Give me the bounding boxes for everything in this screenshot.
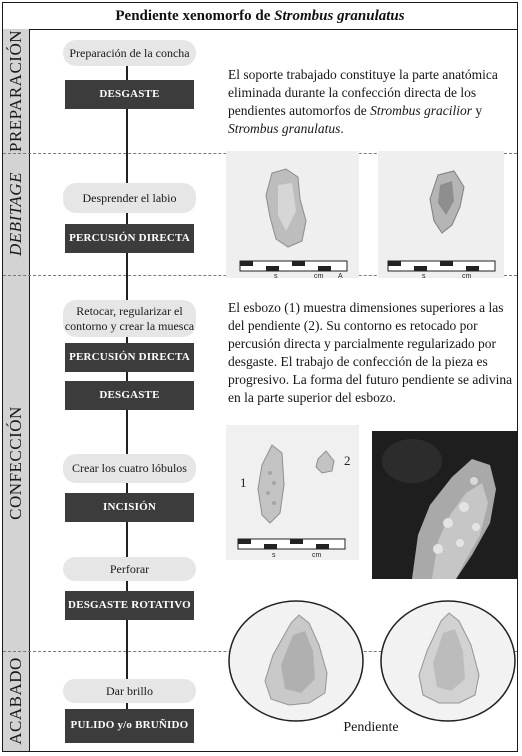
action-percusion-directa: PERCUSIÓN DIRECTA — [65, 224, 194, 253]
step-dar-brillo: Dar brillo — [63, 679, 196, 703]
description-text: . — [340, 121, 344, 136]
scale-label: s — [274, 273, 278, 278]
phase-acabado — [3, 651, 29, 751]
species-name: Strombus granulatus — [228, 121, 341, 136]
species-name: Strombus gracilior — [370, 103, 472, 118]
figure-title — [3, 3, 517, 30]
action-desgaste-rotativo: DESGASTE ROTATIVO — [65, 591, 194, 620]
scale-label: cm — [462, 273, 472, 278]
step-crear-lobulos: Crear los cuatro lóbulos — [63, 454, 196, 483]
phase-confeccion — [3, 275, 29, 651]
description-text: El soporte trabajado constituye la parte anatómica eliminada durante la confección directa de los pendientes automorfos de — [228, 67, 498, 118]
scale-label: A — [338, 273, 343, 278]
title-species: Strombus granulatus — [274, 8, 405, 24]
caption-pendiente: Pendiente — [343, 720, 399, 735]
step-perforar: Perforar — [63, 557, 196, 581]
scale-label: s — [272, 552, 276, 559]
photo-pendiente-2 — [379, 599, 517, 723]
action-incision: INCISIÓN — [65, 493, 194, 522]
specimen-label-2: 2 — [344, 453, 351, 468]
photo-esbozo-pendiente — [226, 425, 359, 560]
photo-pendiente-1 — [227, 599, 365, 723]
phase-preparacion — [3, 29, 29, 153]
scale-label: s — [422, 273, 426, 278]
phase-label-confeccion: CONFECCIÓN — [6, 406, 25, 520]
description-confeccion: El esbozo (1) muestra dimensiones superiores a las del pendiente (2). Su contorno es retocado por percusión directa y parcialmente regularizado por desgaste. El trabajo de confección de la pieza es progresivo. La forma del futuro pendiente se adivina en la parte superior del esbozo. — [228, 300, 513, 405]
photo-esbozo-detalle — [372, 431, 517, 579]
photo-debitage-labio-1 — [226, 151, 359, 278]
step-desprender-labio: Desprender el labio — [63, 183, 196, 213]
description-text: y — [471, 103, 483, 118]
action-desgaste: DESGASTE — [65, 80, 194, 109]
scale-label: cm — [312, 552, 322, 559]
phase-debitage — [3, 153, 29, 275]
action-percusion-directa: PERCUSIÓN DIRECTA — [65, 343, 194, 372]
phase-label-preparacion: PREPARACIÓN — [6, 29, 25, 153]
step-preparacion: Preparación de la concha — [63, 40, 196, 66]
photo-debitage-labio-2 — [378, 151, 504, 278]
phase-label-acabado: ACABADO — [6, 657, 25, 745]
scale-label: cm — [314, 273, 324, 278]
action-desgaste: DESGASTE — [65, 381, 194, 410]
title-text: Pendiente xenomorfo de — [115, 8, 275, 24]
step-retocar: Retocar, regularizar el contorno y crear la muesca — [63, 300, 196, 337]
action-pulido-brunido: PULIDO y/o BRUÑIDO — [65, 709, 194, 743]
phase-label-debitage: DEBITAGE — [6, 172, 26, 256]
figure-frame — [2, 2, 518, 752]
description-preparacion — [228, 66, 513, 138]
specimen-label-1: 1 — [240, 475, 247, 490]
phase-sidebar — [3, 29, 30, 751]
